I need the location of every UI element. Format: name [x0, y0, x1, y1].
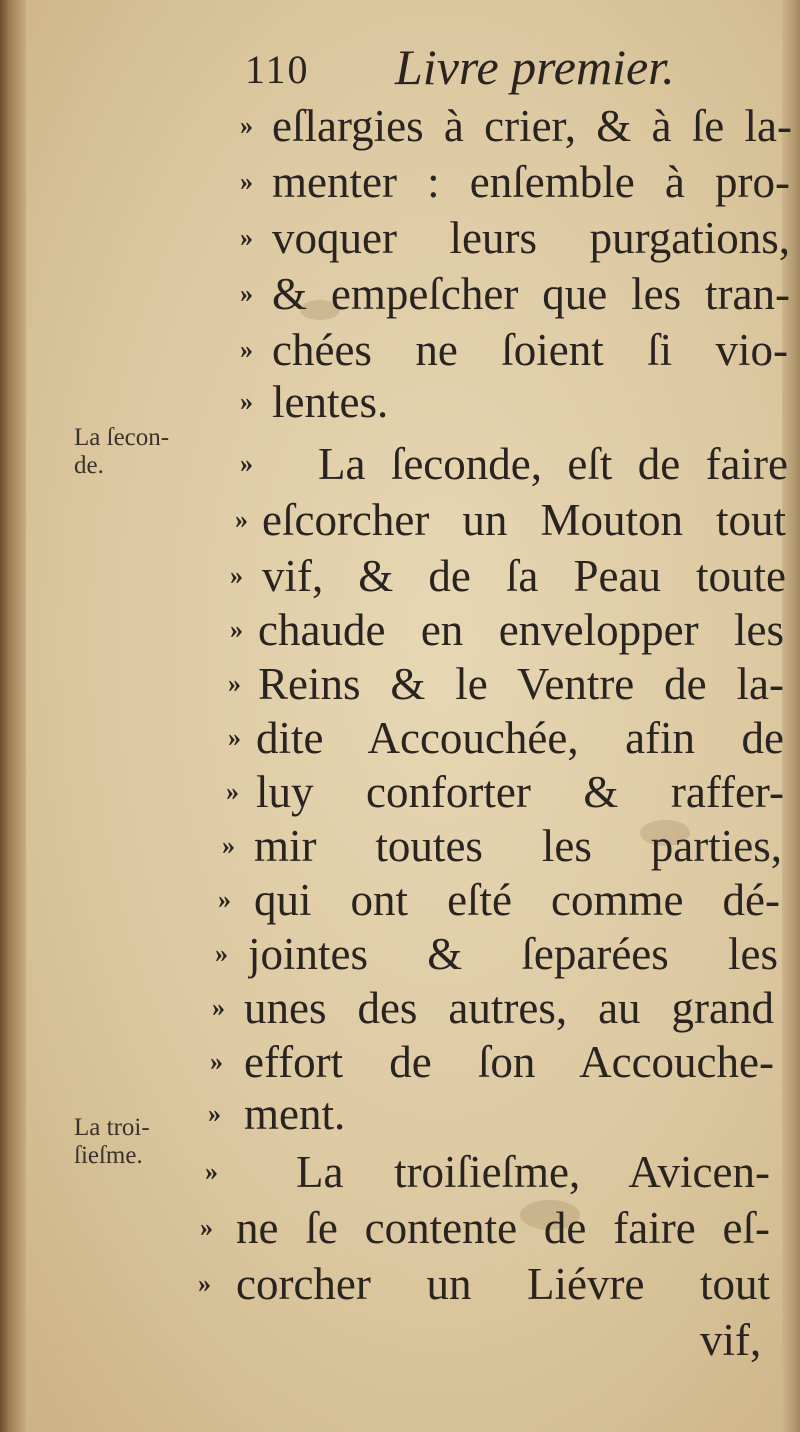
- quote-mark: »: [228, 669, 241, 698]
- line-text: chaude en envelopper les: [258, 605, 784, 655]
- quote-mark: »: [215, 939, 228, 968]
- text-line: [0, 816, 800, 876]
- line-text: effort de ſon Accouche-: [244, 1037, 774, 1087]
- line-text: La ſeconde, eſt de faire: [318, 439, 788, 489]
- line-text: voquer leurs purgations,: [272, 213, 790, 263]
- line-text: vif,: [700, 1315, 762, 1365]
- sidenote-troisiesme: [74, 1114, 150, 1170]
- quote-mark: »: [228, 723, 241, 752]
- quote-mark: »: [240, 223, 253, 252]
- line-text: & empeſcher que les tran-: [272, 269, 790, 319]
- line-text: lentes.: [272, 377, 389, 427]
- text-line: [0, 924, 800, 984]
- quote-mark: »: [240, 279, 253, 308]
- line-text: luy conforter & raffer-: [256, 767, 784, 817]
- line-text: eſcorcher un Mouton tout: [262, 495, 786, 545]
- quote-mark: »: [210, 1047, 223, 1076]
- text-line: [0, 372, 800, 432]
- line-text: La troiſieſme, Avicen-: [296, 1147, 770, 1197]
- text-line: [0, 1032, 800, 1092]
- text-line: [0, 320, 800, 380]
- line-text: vif, & de ſa Peau toute: [262, 551, 786, 601]
- line-text: Reins & le Ventre de la-: [258, 659, 784, 709]
- quote-mark: »: [240, 335, 253, 364]
- text-line: [0, 152, 800, 212]
- quote-mark: »: [230, 615, 243, 644]
- text-line: [0, 490, 800, 550]
- quote-mark: »: [240, 167, 253, 196]
- quote-mark: »: [198, 1269, 211, 1298]
- text-line: [0, 208, 800, 268]
- line-text: menter : enſemble à pro-: [272, 157, 790, 207]
- quote-mark: »: [200, 1213, 213, 1242]
- text-line: [0, 708, 800, 768]
- line-text: qui ont eſté comme dé-: [254, 875, 780, 925]
- quote-mark: »: [230, 561, 243, 590]
- text-line: [0, 1198, 800, 1258]
- page-number: 110: [245, 47, 310, 92]
- quote-mark: »: [226, 777, 239, 806]
- quote-mark: »: [222, 831, 235, 860]
- quote-mark: »: [240, 449, 253, 478]
- quote-mark: »: [240, 111, 253, 140]
- quote-mark: »: [218, 885, 231, 914]
- running-title: Livre premier.: [395, 39, 675, 95]
- sidenote-line: La ſecon-: [74, 424, 170, 451]
- quote-mark: »: [205, 1157, 218, 1186]
- quote-mark: »: [235, 505, 248, 534]
- text-line: [0, 870, 800, 930]
- line-text: chées ne ſoient ſi vio-: [272, 325, 788, 375]
- quote-mark: »: [240, 387, 253, 416]
- text-line: [0, 600, 800, 660]
- text-line: [0, 654, 800, 714]
- text-line: [0, 96, 800, 156]
- quote-mark: »: [212, 993, 225, 1022]
- text-line: [0, 762, 800, 822]
- text-line: [0, 978, 800, 1038]
- sidenote-line: de.: [74, 452, 104, 479]
- sidenote-seconde: [74, 424, 169, 480]
- line-text: unes des autres, au grand: [244, 983, 774, 1033]
- line-text: mir toutes les parties,: [254, 821, 782, 871]
- line-text: corcher un Liévre tout: [236, 1259, 770, 1309]
- quote-mark: »: [208, 1099, 221, 1128]
- line-text: ne ſe contente de faire eſ-: [236, 1203, 770, 1253]
- sidenote-line: ſieſme.: [74, 1142, 143, 1169]
- line-text: ment.: [244, 1089, 346, 1139]
- line-text: jointes & ſeparées les: [248, 929, 778, 979]
- text-line: [0, 1310, 800, 1370]
- sidenote-line: La troi-: [74, 1114, 150, 1141]
- text-line: [0, 546, 800, 606]
- line-text: eſlargies à crier, & à ſe la-: [272, 101, 792, 151]
- line-text: dite Accouchée, afin de: [256, 713, 784, 763]
- text-line: [0, 1254, 800, 1314]
- text-line: [0, 264, 800, 324]
